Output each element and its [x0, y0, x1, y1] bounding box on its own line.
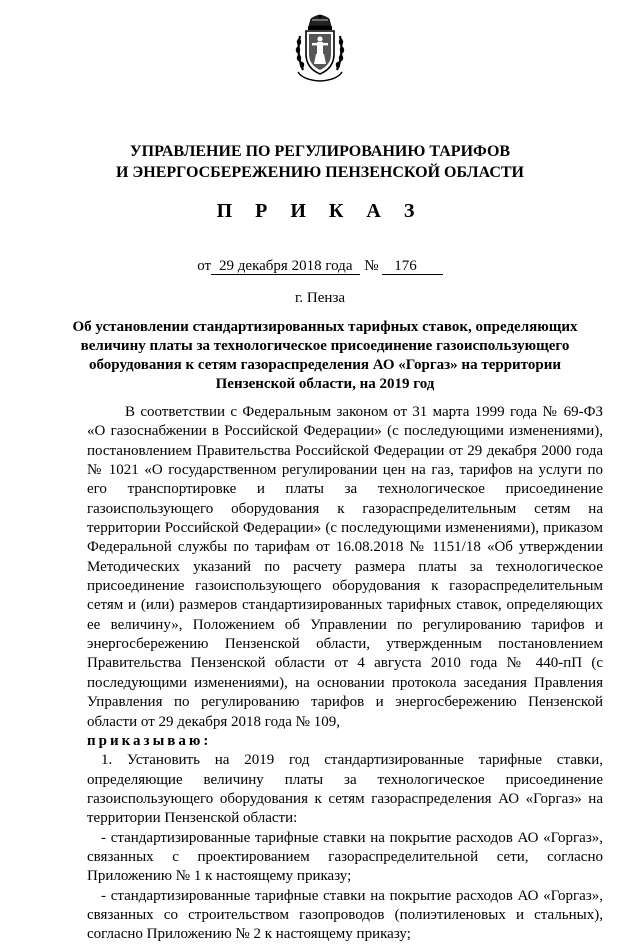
penza-coat-of-arms-icon	[295, 14, 345, 82]
preamble-text: В соответствии с Федеральным законом от 31 марта 1999 года № 69-ФЗ «О газоснабжении в Российской Федерации» (с последующими изменениями), постановлением Правительства Российской Федерации от 29 декабря 2000 года № 1021 «О государственном регулировании цен на газ, тарифов на услуги по его транспортировке и платы за технологическое присоединение газоиспользующего оборудования к газораспределительным сетям на территории Российской Федерации» (с последующими изменениями), приказом Федеральной службы по тарифам от 16.08.2018 № 1151/18 «Об утверждении Методических указаний по расчету размера платы за технологическое присоединение газоиспользующего оборудования к газораспределительным сетям и (или) размеров стандартизированных тарифных ставок, определяющих ее величину», Положением об Управлении по регулированию тарифов и энергосбережению Пензенской области, утвержденным постановлением Правительства Пензенской области от 4 августа 2010 года № 440-пП (с последующими изменениями), на основании протокола заседания Правления Управления по регулированию тарифов и энергосбережению Пензенской области от 29 декабря 2018 года № 109,	[87, 404, 603, 730]
bullet-paragraph-1: - стандартизированные тарифные ставки на покрытие расходов АО «Горгаз», связанных с проектированием газораспределительной сети, согласно Приложению № 1 к настоящему приказу;	[87, 829, 603, 885]
document-body	[87, 403, 603, 945]
order-date: 29 декабря 2018 года	[211, 259, 360, 275]
item-1-paragraph: 1. Установить на 2019 год стандартизированные тарифные ставки, определяющие величину платы за технологическое присоединение газоиспользующего оборудования к сетям газораспределения АО «Горгаз» на территории Пензенской области:	[87, 752, 603, 827]
date-prefix: от	[197, 258, 212, 274]
bullet-paragraph-2: - стандартизированные тарифные ставки на покрытие расходов АО «Горгаз», связанных со строительством газопроводов (полиэтиленовых и стальных), согласно Приложению № 2 к настоящему приказу;	[87, 887, 603, 943]
org-name-line-1: УПРАВЛЕНИЕ ПО РЕГУЛИРОВАНИЮ ТАРИФОВ	[129, 143, 511, 160]
order-subject: Об установлении стандартизированных тарифных ставок, определяющих величину платы за технологическое присоединение газоиспользующего оборудования к сетям газораспределения АО «Горгаз» на территории Пензенской области, на 2019 год	[72, 319, 578, 392]
number-prefix: №	[364, 258, 379, 274]
document-title: П Р И К А З	[216, 200, 424, 222]
city: г. Пенза	[294, 290, 346, 306]
preamble-paragraph	[87, 403, 603, 751]
date-number-line	[0, 258, 640, 275]
order-number: 176	[382, 259, 443, 275]
org-name-line-2: И ЭНЕРГОСБЕРЕЖЕНИЮ ПЕНЗЕНСКОЙ ОБЛАСТИ	[115, 164, 524, 181]
order-word: приказываю:	[87, 732, 212, 749]
